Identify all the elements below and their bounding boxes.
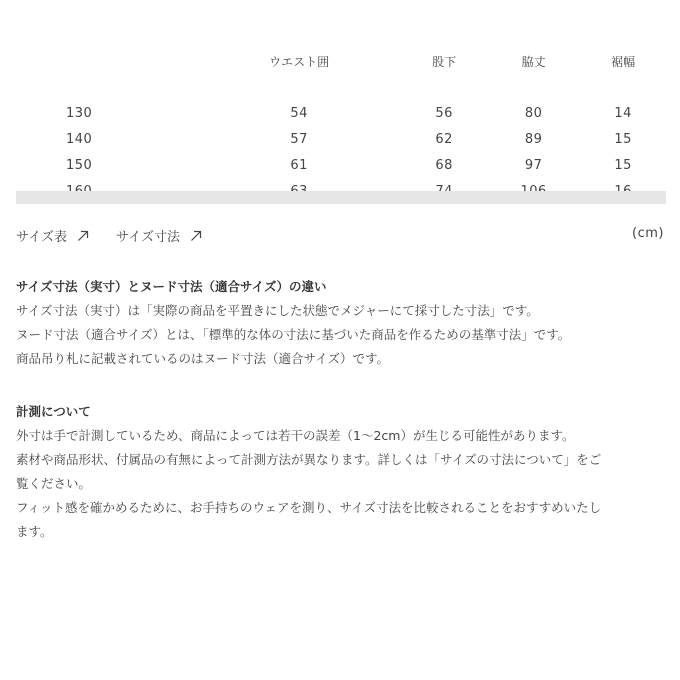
unit-label: (cm): [632, 226, 664, 241]
paragraph-line: サイズ寸法（実寸）は「実際の商品を平置きにした状態でメジャーにて採寸した寸法」です。: [16, 303, 539, 318]
size-label: 130: [66, 105, 93, 121]
table-row: [18, 152, 666, 178]
size-measure-link-label: サイズ寸法: [116, 230, 180, 245]
paragraph-line: フィット感を確かめるために、お手持ちのウェアを測り、サイズ寸法を比較されることをおすすめいたし: [16, 500, 602, 515]
size-chart-link-label: サイズ表: [16, 230, 67, 245]
size-label: 140: [66, 131, 93, 147]
external-arrow-icon: [190, 230, 202, 242]
table-cell: 56: [435, 105, 453, 121]
column-header: ウエスト囲: [269, 54, 330, 69]
table-corner: [18, 48, 197, 74]
size-difference-section: [16, 275, 666, 371]
paragraph-line: ヌード寸法（適合サイズ）とは、「標準的な体の寸法に基づいた商品を作るための基準寸法」です。: [16, 327, 571, 342]
paragraph-line: 商品吊り札に記載されているのはヌード寸法（適合サイズ）です。: [16, 351, 390, 366]
paragraph-line: 外寸は手で計測しているため、商品によっては若干の誤差（1～2cm）が生じる可能性があります。: [16, 428, 575, 443]
section-heading: サイズ寸法（実寸）とヌード寸法（適合サイズ）の違い: [16, 279, 327, 294]
measurement-section: [16, 400, 666, 544]
table-cell: 62: [435, 131, 453, 147]
table-cell: 15: [614, 131, 632, 147]
link-bar: [16, 226, 666, 244]
column-header: 脇丈: [521, 54, 546, 69]
table-row: [18, 100, 666, 126]
table-cell: 15: [614, 157, 632, 173]
table-cell: 80: [524, 105, 543, 121]
paragraph-line: ます。: [16, 524, 53, 539]
size-chart-link[interactable]: [16, 226, 89, 245]
table-cell: 57: [290, 131, 308, 147]
table-cell: 14: [614, 105, 632, 121]
external-arrow-icon: [77, 230, 89, 242]
column-header: 股下: [432, 54, 457, 69]
size-measure-link[interactable]: [116, 226, 202, 245]
column-header: 裾幅: [611, 54, 636, 69]
spacer: [18, 74, 197, 100]
table-cell: 89: [524, 131, 543, 147]
size-label: 150: [66, 157, 93, 173]
paragraph-line: 覧ください。: [16, 476, 92, 491]
table-cell: 54: [290, 105, 308, 121]
table-cell: 97: [524, 157, 543, 173]
table-cell: 61: [290, 157, 308, 173]
section-heading: 計測について: [16, 404, 91, 419]
size-table: [18, 48, 666, 204]
divider-band: [16, 191, 666, 204]
table-header-row: [18, 48, 666, 74]
table-cell: 68: [435, 157, 453, 173]
paragraph-line: 素材や商品形状、付属品の有無によって計測方法が異なります。詳しくは「サイズの寸法について」をご: [16, 452, 602, 467]
table-row: [18, 126, 666, 152]
